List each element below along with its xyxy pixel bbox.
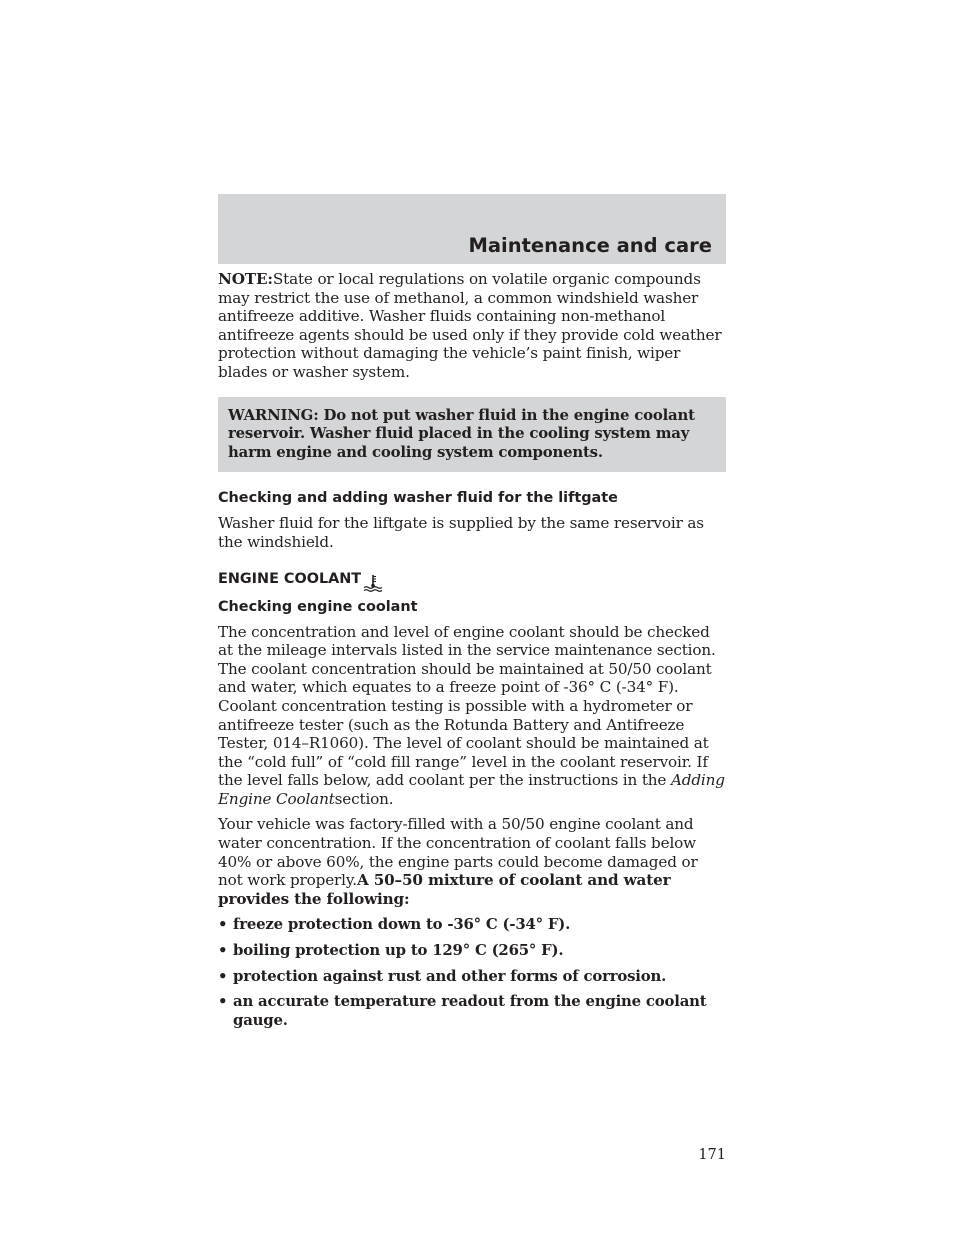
coolant-paragraph-2-bold: A 50–50 mixture of coolant and water provides the following: [218, 871, 671, 908]
coolant-paragraph-1-text: The concentration and level of engine coolant should be checked at the mileage intervals listed in the service maintenance section. The coolant concentration should be maintained at 50/50 coolant and water, which equates to a freeze point of -36° C (-34° F). Coolant concentration testing is possible with a hydrometer or antifreeze tester (such as the Rotunda Battery and Antifreeze Tester, 014–R1060). The level of coolant should be maintained at the “cold full” of “cold fill range” level in the coolant reservoir. If the level falls below, add coolant per the instructions in the [218, 622, 716, 790]
page-content [218, 270, 726, 1036]
bullet-marker: • [218, 966, 228, 985]
list-item [218, 992, 726, 1029]
coolant-benefits-list [218, 915, 726, 1029]
liftgate-heading: Checking and adding washer fluid for the liftgate [218, 490, 618, 507]
liftgate-paragraph: Washer fluid for the liftgate is supplied by the same reservoir as the windshield. [218, 514, 704, 551]
note-text: State or local regulations on volatile organic compounds may restrict the use of methanol, a common windshield washer antifreeze additive. Washer fluids containing non-methanol antifreeze agents should be used only if they provide cold weather protection without damaging the vehicle’s paint finish, wiper blades or washer system. [218, 270, 722, 381]
list-item [218, 941, 726, 960]
engine-coolant-heading-text: ENGINE COOLANT [218, 570, 362, 587]
list-item-text: protection against rust and other forms of corrosion. [233, 966, 667, 985]
warning-box [218, 397, 726, 473]
bullet-marker: • [218, 941, 228, 960]
note-label: NOTE: [218, 270, 273, 288]
coolant-paragraph-2 [218, 815, 726, 908]
section-title: Maintenance and care [468, 234, 712, 257]
coolant-temperature-icon [363, 573, 383, 593]
page-number: 171 [698, 1147, 726, 1163]
list-item-text: an accurate temperature readout from the engine coolant gauge. [233, 992, 707, 1029]
adding-coolant-reference: Adding Engine Coolant [218, 771, 725, 808]
list-item-text: freeze protection down to -36° C (-34° F). [233, 915, 571, 934]
note-paragraph [218, 270, 726, 382]
coolant-paragraph-1-end: section. [334, 789, 394, 808]
bullet-marker: • [218, 915, 228, 934]
coolant-paragraph-1 [218, 623, 726, 809]
engine-coolant-heading [218, 568, 726, 588]
checking-coolant-subheading: Checking engine coolant [218, 598, 418, 615]
coolant-paragraph-2-text: Your vehicle was factory-filled with a 50/50 engine coolant and water concentration. If the concentration of coolant falls below 40% or above 60%, the engine parts could become damaged or not work properly. [218, 815, 698, 890]
list-item-text: boiling protection up to 129° C (265° F). [233, 941, 564, 960]
list-item [218, 915, 726, 934]
bullet-marker: • [218, 992, 228, 1011]
section-header-band [218, 194, 726, 264]
list-item [218, 967, 726, 986]
warning-text: WARNING: Do not put washer fluid in the engine coolant reservoir. Washer fluid placed in the cooling system may harm engine and cooling system components. [228, 405, 695, 461]
